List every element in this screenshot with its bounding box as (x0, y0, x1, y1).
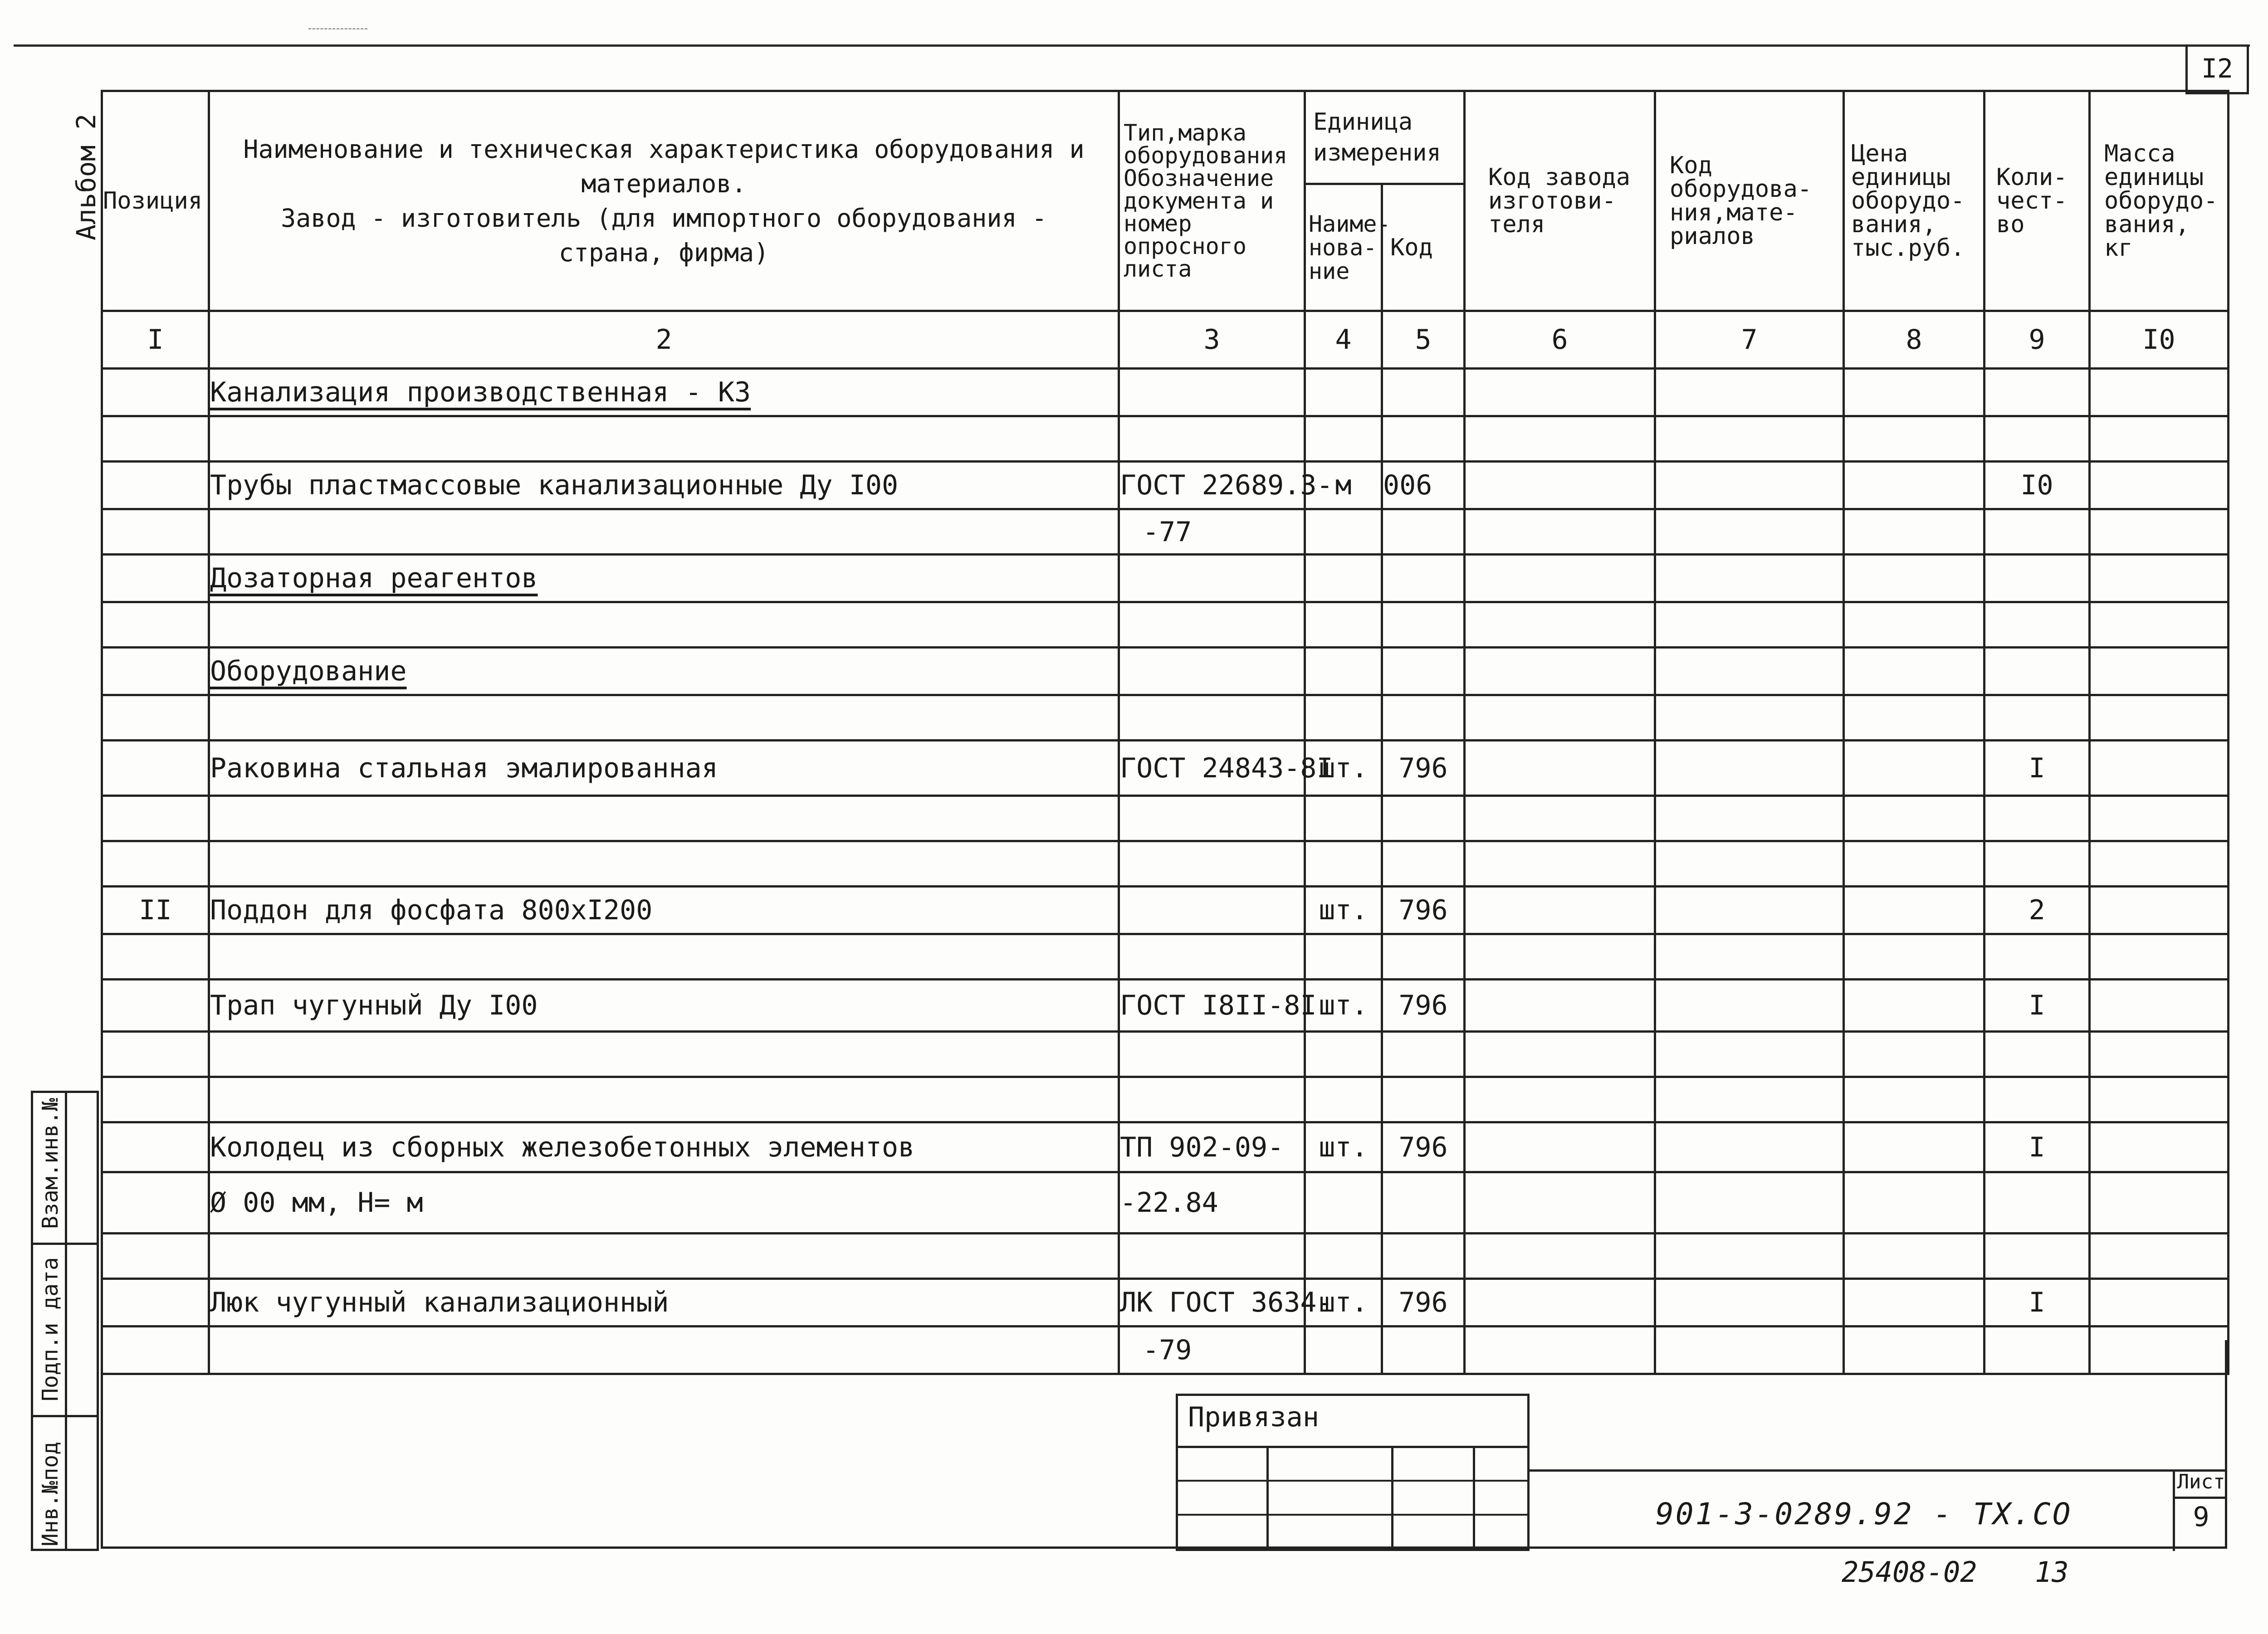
col-unit-name-header: Наиме-нова-ние (1305, 184, 1382, 311)
row-unit: шт. (1305, 1279, 1382, 1327)
colnum-9: 9 (1984, 311, 2090, 369)
row-unit-code: 006 (1382, 462, 1465, 509)
section-title-equipment-text: Оборудование (210, 655, 407, 687)
row-unit-code: 796 (1382, 1122, 1465, 1172)
col-unit-code-header: Код (1382, 184, 1465, 311)
spacer-row (102, 602, 2229, 648)
section-title-sewer-text: Канализация производственная - К3 (210, 376, 751, 408)
row-unit: шт. (1305, 741, 1382, 796)
row-unit-code: 796 (1382, 887, 1465, 934)
sheet-label: Лист (2175, 1469, 2227, 1499)
side-replaced-inv-text: Взам.инв.№ (38, 1098, 63, 1229)
binding-grid (1178, 1446, 1527, 1551)
table-row (102, 1122, 2229, 1172)
document-code: 901-3-0289.92 - ТХ.СО (1656, 1497, 2072, 1532)
top-dash-mark (308, 28, 367, 29)
side-replaced-inv (33, 1093, 65, 1243)
table-row (102, 369, 2229, 416)
row-position: II (102, 887, 209, 934)
spacer-row (102, 416, 2229, 462)
row-doc-cont: -79 (1119, 1327, 1305, 1374)
row-qty: 2 (1984, 887, 2090, 934)
row-unit: шт. (1305, 1122, 1382, 1172)
section-title-sewer (209, 369, 1119, 416)
row-qty: I0 (1984, 462, 2090, 509)
row-name: Поддон для фосфата 800хI200 (209, 887, 1119, 934)
row-unit: шт. (1305, 980, 1382, 1032)
side-inv-no-text: Инв.№под (38, 1441, 63, 1546)
row-unit: шт. (1305, 887, 1382, 934)
table-row (102, 1172, 2229, 1234)
col-price-header: Цена единицы оборудо-вания, тыс.руб. (1844, 91, 1984, 311)
archive-page: 13 (2034, 1556, 2069, 1589)
colnum-1: I (102, 311, 209, 369)
row-doc: ЛК ГОСТ 3634- (1119, 1279, 1305, 1327)
table-row (102, 648, 2229, 695)
row-name: Колодец из сборных железобетонных элементов (209, 1122, 1119, 1172)
col-position-header: Позиция (102, 91, 209, 311)
section-title-dosing-text: Дозаторная реагентов (210, 562, 538, 594)
specification-table (101, 90, 2229, 1375)
spacer-row (102, 695, 2229, 741)
sheet-value: 9 (2193, 1501, 2209, 1533)
spacer-row (102, 796, 2229, 841)
table-row (102, 980, 2229, 1032)
col-qty-header: Коли-чест-во (1984, 91, 2090, 311)
col-name-header-line2: Завод - изготовитель (для импортного оборудования - страна, фирма) (281, 204, 1047, 267)
row-unit-code: 796 (1382, 1279, 1465, 1327)
row-name: Трубы пластмассовые канализационные Ду I00 (209, 462, 1119, 509)
section-title-equipment (209, 648, 1119, 695)
row-qty: I (1984, 1279, 2090, 1327)
row-name: Трап чугунный Ду I00 (209, 980, 1119, 1032)
row-unit-code: 796 (1382, 980, 1465, 1032)
row-qty: I (1984, 741, 2090, 796)
top-border-line (14, 44, 2250, 47)
colnum-8: 8 (1844, 311, 1984, 369)
table-row (102, 555, 2229, 602)
spacer-row (102, 1032, 2229, 1077)
table-row (102, 887, 2229, 934)
row-unit-code: 796 (1382, 741, 1465, 796)
colnum-7: 7 (1655, 311, 1844, 369)
sheet-cell (2173, 1469, 2227, 1551)
spacer-row (102, 934, 2229, 980)
side-sign-date-text: Подп.и дата (38, 1257, 63, 1401)
colnum-5: 5 (1382, 311, 1465, 369)
col-unit-header: Единица измерения (1305, 91, 1465, 184)
binding-stamp (1176, 1394, 1530, 1551)
col-mass-header: Масса единицы оборудо-вания, кг (2090, 91, 2229, 311)
row-name-cont: Ø 00 мм, Н= м (209, 1172, 1119, 1234)
row-qty: I (1984, 1122, 2090, 1172)
table-row (102, 509, 2229, 555)
row-doc-cont: -22.84 (1119, 1172, 1305, 1234)
colnum-4: 4 (1305, 311, 1382, 369)
row-doc: ГОСТ I8II-8I (1119, 980, 1305, 1032)
table-row (102, 741, 2229, 796)
section-title-dosing (209, 555, 1119, 602)
spacer-row (102, 1077, 2229, 1122)
colnum-3: 3 (1119, 311, 1305, 369)
col-maker-code-header: Код завода изготови-теля (1465, 91, 1655, 311)
spacer-row (102, 841, 2229, 887)
side-inv-no (33, 1415, 65, 1551)
colnum-6: 6 (1465, 311, 1655, 369)
row-doc: ГОСТ 22689.3- (1119, 462, 1305, 509)
column-numbers-row (102, 311, 2229, 369)
binding-label: Привязан (1188, 1401, 1319, 1433)
row-unit: м (1305, 462, 1382, 509)
archive-number (1842, 1556, 2110, 1589)
col-name-header (209, 91, 1119, 311)
row-doc-cont: -77 (1119, 509, 1305, 555)
row-qty: I (1984, 980, 2090, 1032)
row-name: Раковина стальная эмалированная (209, 741, 1119, 796)
row-name: Люк чугунный канализационный (209, 1279, 1119, 1327)
album-label: Альбом 2 (71, 113, 102, 240)
col-equip-code-header: Код оборудова-ния,мате-риалов (1655, 91, 1844, 311)
spacer-row (102, 1234, 2229, 1279)
table-row (102, 1279, 2229, 1327)
colnum-2: 2 (209, 311, 1119, 369)
archive-code: 25408-02 (1842, 1556, 1977, 1589)
table-row (102, 462, 2229, 509)
colnum-10: I0 (2090, 311, 2229, 369)
side-stamp (31, 1091, 99, 1551)
row-doc: ГОСТ 24843-8I (1119, 741, 1305, 796)
side-sign-date (33, 1243, 65, 1415)
col-type-header: Тип,марка оборудования Обозначение документа и номер опросного листа (1119, 91, 1305, 311)
row-doc: ТП 902-09- (1119, 1122, 1305, 1172)
header-row (102, 91, 2229, 184)
sheet-number: I2 (2185, 44, 2249, 94)
col-name-header-line1: Наименование и техническая характеристика оборудования и материалов. (243, 135, 1085, 198)
